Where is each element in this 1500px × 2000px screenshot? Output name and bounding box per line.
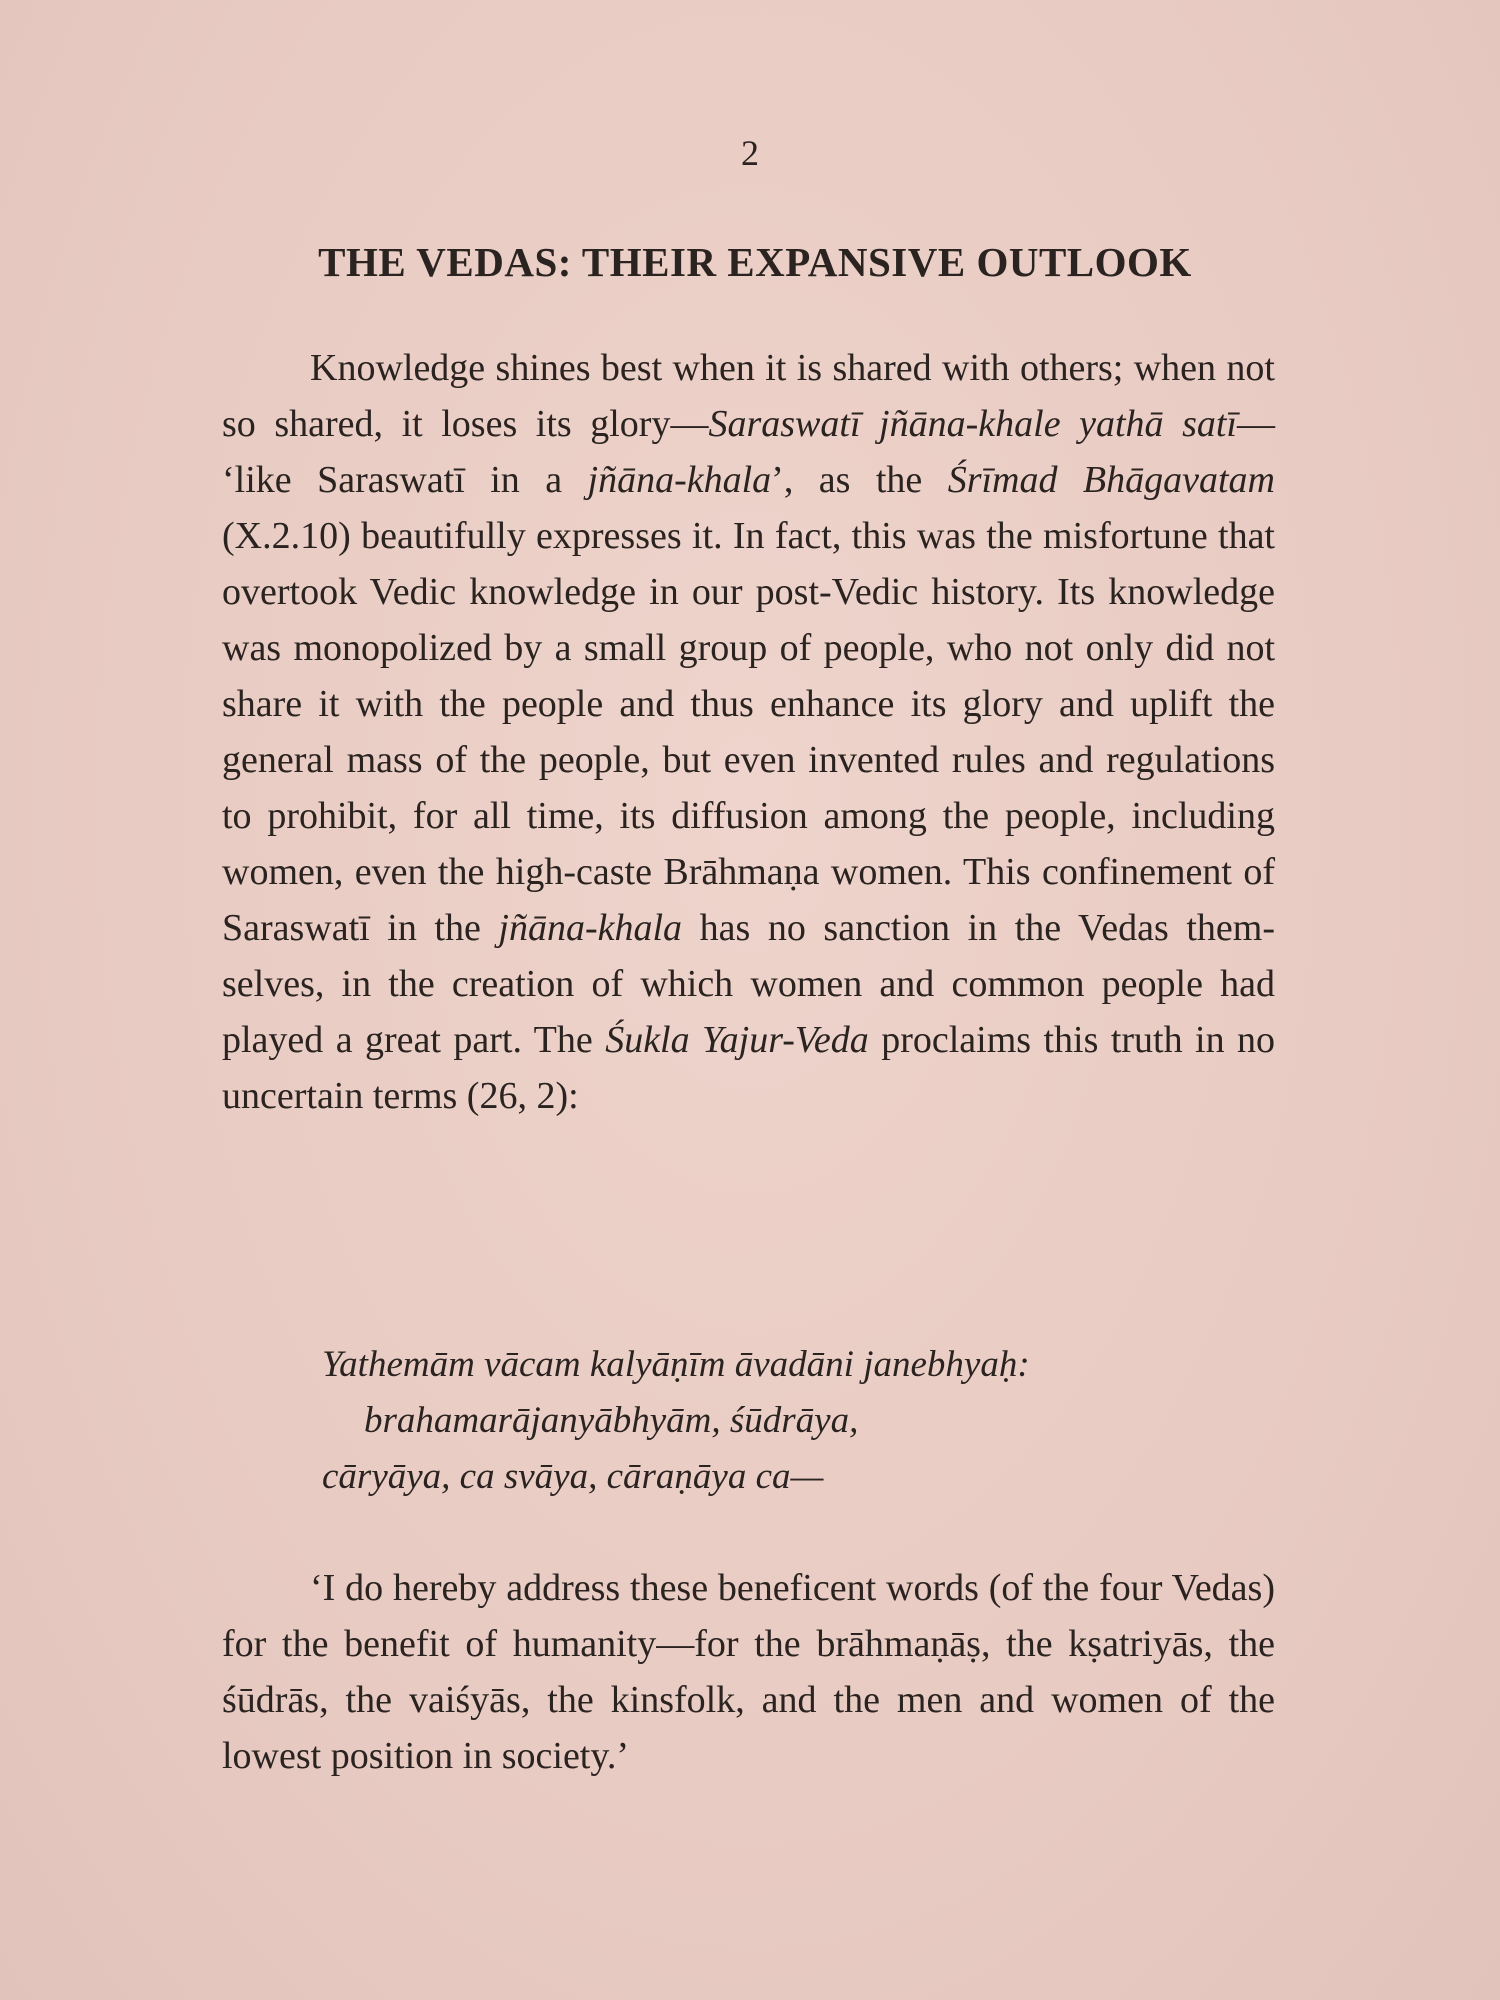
translation-text: ‘I do hereby address these beneficent words (of the four Vedas) for the benefit of humanity—for the brāhmaṇāṣ, the kṣatriyās, the śūdrās, the vaiśyās, the kinsfolk, and the men and women of the lowest position in society.’ [222,1567,1275,1777]
italic-run: Saraswatī jñāna-khale yathā satī [708,403,1237,445]
text-run: has no sanction in the Vedas them-selves, in the creation of which women and common people had played a great part. The [222,907,1275,1061]
page-number: 2 [741,133,759,173]
text-run: ’, as the [771,459,948,501]
italic-run: Śrīmad Bhāgavatam [947,459,1276,501]
italic-run: Śukla Yajur-Veda [605,1019,869,1061]
text-run: proclaims this truth in no uncertain terms (26, 2): [222,1019,1275,1117]
sanskrit-verse [322,1337,1030,1505]
text-run: Knowledge shines best when it is shared with others; when not so shared, it loses its glory— [222,347,1275,445]
italic-run: jñāna-khala [498,907,683,949]
text-run: — ‘like Saraswatī in a [222,403,1275,501]
paragraph-translation [222,1560,1275,1784]
paragraph-intro [222,340,1275,1124]
verse-line-3: cāryāya, ca svāya, cāraṇāya ca— [322,1456,824,1497]
verse-line-2: brahamarājanyābhyām, śūdrāya, [364,1400,859,1441]
chapter-title: THE VEDAS: THEIR EXPANSIVE OUTLOOK [318,239,1192,285]
italic-run: jñāna-khala [587,459,772,501]
text-run: (X.2.10) beautifully expresses it. In fact, this was the misfortune that overtook Vedic knowledge in our post-Vedic history. Its knowledge was monopolized by a small group of people, who not only did not share it with the people and thus enhance its glory and uplift the general mass of the people, but even invented rules and regulations to prohibit, for all time, its diffusion among the people, including women, even the high-caste Brāhmaṇa women. This confinement of Saraswatī in the [222,515,1275,949]
verse-line-1: Yathemām vācam kalyāṇīm āvadāni janebhyaḥ: [322,1344,1030,1385]
